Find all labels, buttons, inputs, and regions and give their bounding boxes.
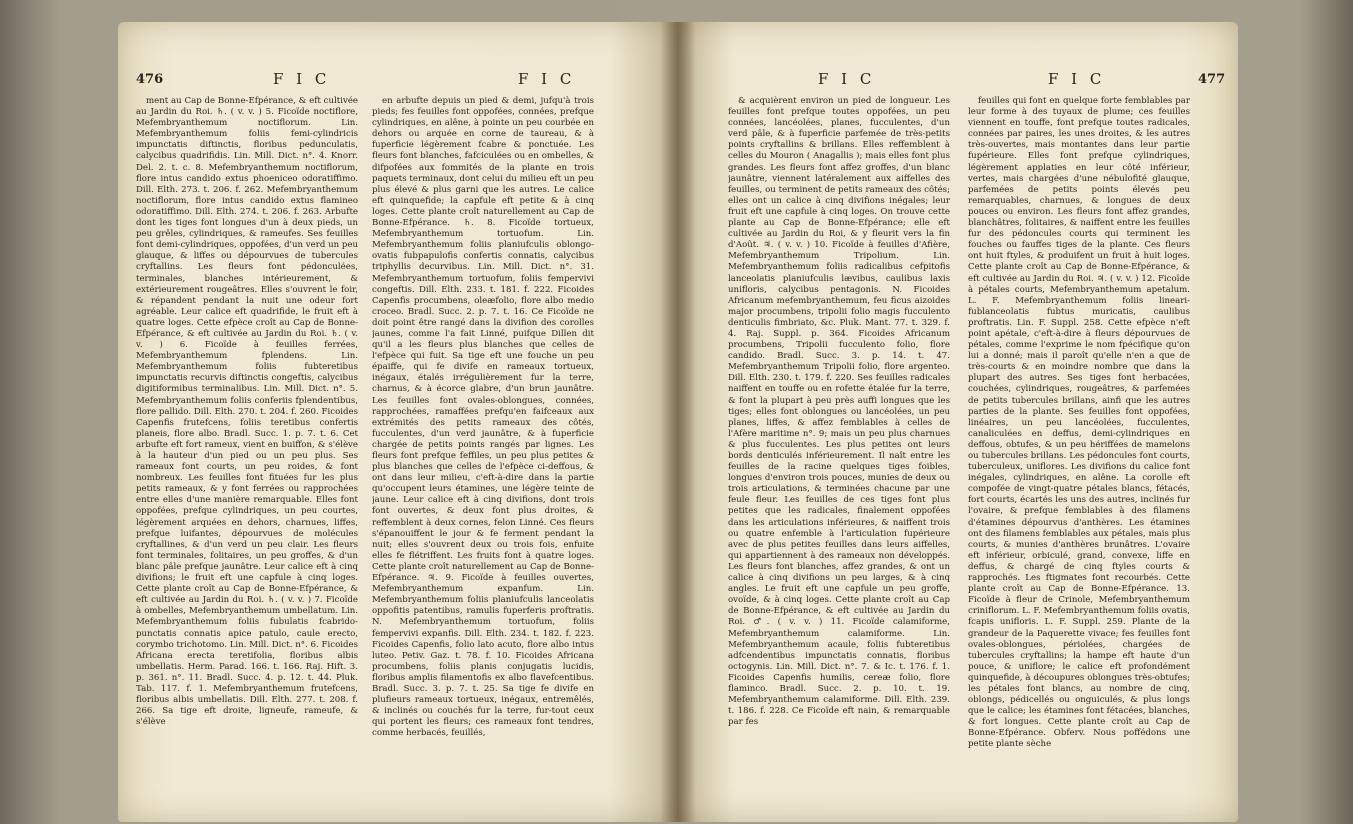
running-head: F I C <box>273 70 331 88</box>
text-column <box>968 96 1190 796</box>
page-number: 476 <box>136 72 164 87</box>
text-column <box>728 96 950 796</box>
text-column <box>136 96 358 796</box>
column-text: feuilles qui font en quelque forte femblables par leur forme à des tuyaux de plume; ces feuilles viennent en touffe, font prefque toutes radicales, connées par paires, les unes droites, & les autres très-ouvertes, mais montantes dans leur partie fupérieure. Elles font prefque cylindriques, légèrement applaties en leur côté inférieur, vertes, mais chargées d'une nébulofité glauque, parfemées de petits points élevés peu remarquables, charnues, & longues de deux pouces ou environ. Les fleurs font affez grandes, blanchâtres, folitaires, & naiffent entre les feuilles fur des pédoncules courts qui terminent les fouches ou fauffes tiges de la plante. Ces fleurs ont huit ftyles, & produifent un fruit à huit loges. Cette plante croît au Cap de Bonne-Efpérance, & eft cultivée au Jardin du Roi. ♃. ( v. v. ) 12. Ficoïde à pétales courts, Mefembryanthemum apetalum. L. F. Mefembryanthemum foliis lineari-fublanceolatis fubtus muricatis, caulibus proftratis. Lin. F. Suppl. 258. Cette efpèce n'eft point apétale, c'eft-à-dire à fleurs dépourvues de pétales, comme l'exprime le nom fpécifique qu'on lui a donné; mais il paroît qu'elle n'en a que de très-courts & en moindre nombre que dans la plupart des autres. Ses tiges font herbacées, couchées, cylindriques, rougeâtres, & parfemées de petits tubercules brillans, ainfi que les autres parties de la plante. Ses feuilles font oppofées, linéaires, un peu lancéolées, fucculentes, canaliculées en deffus, demi-cylindriques en deffous, obtufes, & un peu hériffées de mamelons ou tubercules brillans. Les pédoncules font courts, tuberculeux, uniflores. Les divifions du calice font inégales, cylindriques, en alêne. La corolle eft compofée de vingt-quatre pétales blancs, fétacés, fort courts, écartés les uns des autres, inclinés fur l'ovaire, & prefque femblables à des filamens d'étamines dépourvus d'anthères. Les étamines ont des filamens femblables aux pétales, mais plus courts, & munies d'anthères brunâtres. L'ovaire eft inférieur, orbiculé, grand, convexe, liffe en deffus, & chargé de cinq ftyles courts & rapprochés. Les ftigmates font recourbés. Cette plante croît au Cap de Bonne-Efpérance. 13. Ficoïde à fleur de Crinole, Mefembryanthemum criniflorum. L. F. Mefembryanthemum foliis ovatis, fcapis unifloris. L. F. Suppl. 259. Plante de la grandeur de la Paquerette vivace; fes feuilles font ovales-oblongues, périolées, chargées de tubercules cryftallins; la hampe eft haute d'un pouce, & uniflore; le calice eft profondément quinquefide, à découpures oblongues très-obtufes; les pétales font blancs, au nombre de cinq, oblongs, pédicellés ou onguiculés, & plus longs que le calice; les étamines font fétacées, blanches, & fort longues. Cette plante croît au Cap de Bonne-Efpérance. Obferv. Nous poffédons une petite plante sèche <box>968 96 1190 750</box>
column-text: ment au Cap de Bonne-Efpérance, & eft cultivée au Jardin du Roi. ♄. ( v. v. ) 5. Ficoïde noctiflore, Mefembryanthemum noctiflorum. Lin. Mefembryanthemum foliis femi-cylindricis impunctatis diftinctis, floribus pedunculatis, calycibus quadrifidis. Lin. Mill. Dict. n°. 4. Knorr. Del. 2. t. c. 8. Mefembryanthemum noctiflorum, flore intus candido extus phoeniceo odoratiffimo. Dill. Elth. 273. t. 206. f. 262. Mefembryanthemum noctiflorum, flore intus candido extus flamineo odoratiffimo. Dill. Elth. 274. t. 206. f. 263. Arbufte dont les tiges font longues d'un à deux pieds, un peu grêles, cylindriques, & rameufes. Ses feuilles font demi-cylindriques, oppofées, d'un verd un peu glauque, & liffes ou dépourvues de tubercules cryftallins. Les fleurs font pédonculées, terminales, blanches intérieurement, & extérieurement rougeâtres. Elles s'ouvrent le foir, & répandent pendant la nuit une odeur fort agréable. Leur calice eft quadrifide, le fruit eft à quatre loges. Cette efpèce croît au Cap de Bonne-Efpérance, & eft cultivée au Jardin du Roi. ♄. ( v. v. ) 6. Ficoïde à feuilles ferrées, Mefembryanthemum fplendens. Lin. Mefembryanthemum foliis fubteretibus impunctatis recurvis diftinctis congeftis, calycibus digitiformibus terminalibus. Lin. Mill. Dict. n°. 5. Mefembryanthemum foliis conferiis fplendentibus, flore pallido. Dill. Elth. 270. t. 204. f. 260. Ficoides Capenfis frutefcens, foliis teretibus confertis planeis, flore albo. Bradl. Succ. 1. p. 7. t. 6. Cet arbufte eft fort rameux, vient en buiffon, & s'élève à la hauteur d'un pied ou un peu plus. Ses rameaux font courts, un peu roides, & font nombreux. Les feuilles font fituées fur les plus petits rameaux, & y font ferrées ou rapprochées entre elles d'une manière remarquable. Elles font oppofées, prefque cylindriques, un peu courtes, légèrement arquées en dehors, charnues, liffes, prefque luifantes, dépourvues de molécules cryftallines, & d'un verd un peu clair. Les fleurs font terminales, folitaires, un peu groffes, & d'un blanc pâle prefque jaunâtre. Leur calice eft à cinq divifions; le fruit eft une capfule à cinq loges. Cette plante croît au Cap de Bonne-Efpérance, & eft cultivée au Jardin du Roi. ♄. ( v. v. ) 7. Ficoïde à ombelles, Mefembryanthemum umbellatum. Lin. Mefembryanthemum foliis fubulatis fcabrido-punctatis connatis apice patulo, caule erecto, corymbo trichotomo. Lin. Mill. Dict. n°. 6. Ficoides Africana erecta teretifolia, floribus albis umbellatis. Herm. Parad. 166. t. 166. Raj. Hift. 3. p. 361. n°. 11. Bradl. Succ. 4. p. 12. t. 44. Pluk. Tab. 117. f. 1. Mefembryanthemum frutefcens, floribus albis umbellatis. Dill. Elth. 277. t. 208. f. 266. Sa tige eft droite, ligneufe, rameufe, & s'élève <box>136 96 358 728</box>
page-number: 477 <box>1198 72 1226 87</box>
running-head: F I C <box>818 70 876 88</box>
column-text: & acquièrent environ un pied de longueur. Les feuilles font prefque toutes oppofées, un peu connées, lancéolées, planes, fucculentes, d'un verd pâle, & à fuperficie parfemée de très-petits points cryftallins & brillans. Elles reffemblent à celles du Mouron ( Anagallis ); mais elles font plus grandes. Les fleurs font affez groffes, d'un blanc jaunâtre, viennent latéralement aux aiffelles des feuilles, ou terminent de petits rameaux des côtés; elles ont un calice à cinq divifions inégales; leur fruit eft une capfule à cinq loges. On trouve cette plante au Cap de Bonne-Efpérance; elle eft cultivée au Jardin du Roi, & y fleurit vers la fin d'Août. ♃. ( v. v. ) 10. Ficoïde à feuilles d'Afière, Mefembryanthemum Tripolium. Lin. Mefembryanthemum foliis radicalibus cefpitofis lanceolatis planiufculis lævibus, caulibus laxis unifloris, calycibus pentagonis. N. Ficoides Africanum mefembryanthemum, feu ficus aizoides major procumbens, tripolii folio magis fucculento denticulis fimbriato, &c. Pluk. Mant. 77. t. 329. f. 4. Raj. Suppl. p. 364. Ficoides Africanum procumbens, Tripolii fucculento folio, flore candido. Bradl. Succ. 3. p. 14. t. 47. Mefembryanthemum Tripolii folio, flore argenteo. Dill. Elth. 230. t. 179. f. 220. Ses feuilles radicales naiffent en touffe ou en rofette étalée fur la terre, & font la plupart à peu près auffi longues que les tiges; elles font oblongues ou lancéolées, un peu planes, liffes, & affez femblables à celles de l'Afère maritime n°. 9; mais un peu plus charnues & plus fucculentes. Les plus petites ont leurs bords denticulés inférieurement. Il naît entre les feuilles de la racine quelques tiges foibles, longues d'environ trois pouces, munies de deux ou trois articulations, & terminées chacune par une feule fleur. Les feuilles de ces tiges font plus petites que les radicales, finalement oppofées dans les articulations inférieures, & naiffent trois ou quatre enfemble à l'articulation fupérieure avec de plus petites feuilles dans leurs aiffelles, qui appartiennent à des rameaux non développés. Les fleurs font blanches, affez grandes, & ont un calice à cinq divifions un peu larges, & à cinq angles. Le fruit eft une capfule un peu groffe, ovoïde, & à cinq loges. Cette plante croît au Cap de Bonne-Efpérance, & eft cultivée au Jardin du Roi. ♂. ( v. v. ) 11. Ficoïde calamiforme, Mefembryanthemum calamiforme. Lin. Mefembryanthemum acaule, foliis fubteretibus adfcendentibus impunctatis connatis, floribus octogynis. Lin. Mill. Dict. n°. 7. & Ic. t. 176. f. 1. Ficoides Capenfis humilis, cereæ folio, flore flaminco. Bradl. Succ. 2. p. 10. t. 19. Mefembryanthemum calamiforme. Dill. Elth. 239. t. 186. f. 228. Ce Ficoïde eft nain, & remarquable par fes <box>728 96 950 728</box>
text-column <box>372 96 594 796</box>
column-text: en arbufte depuis un pied & demi, jufqu'à trois pieds; fes feuilles font oppofées, connées, prefque cylindriques, en alêne, à pointe un peu courbée en dehors ou arquée en corne de taureau, & à fuperficie légèrement fcabre & ponctuée. Les fleurs font blanches, fafciculées ou en ombelles, & difpofées aux fommités de la plante en trois paquets terminaux, dont celui du milieu eft un peu plus élevé & plus garni que les autres. Le calice eft quinquefide; la capfule eft petite & à cinq loges. Cette plante croît naturellement au Cap de Bonne-Efpérance. ♄. 8. Ficoïde tortueux, Mefembryanthemum tortuofum. Lin. Mefembryanthemum foliis planiufculis oblongo-ovatis fubpapulofis confertis connatis, calycibus triphyllis decurvibus. Lin. Mill. Dict. n°. 31. Mefembryanthemum tortuofum, foliis fempervivi congeftis. Dill. Elth. 233. t. 181. f. 222. Ficoides Capenfis procumbens, oleæfolio, flore albo medio croceo. Bradl. Succ. 2. p. 7. t. 16. Ce Ficoïde ne doit point être rangé dans la divifion des corolles jaunes, comme l'a fait Linné, puifque Dillen dit qu'il a les fleurs plus blanches que celles de l'efpèce qui fuit. Sa tige eft une fouche un peu épaiffe, qui fe divife en rameaux tortueux, inégaux, étalés irrégulièrement fur la terre, charnus, & à écorce glabre, d'un brun jaunâtre. Les feuilles font ovales-oblongues, connées, rapprochées, ramaffées prefqu'en faifceaux aux extrémités des petits rameaux des côtés, fucculentes, d'un verd jaunâtre, & à fuperficie chargée de petits points rangés par lignes. Les fleurs font prefque feffiles, un peu plus petites & plus blanches que celles de l'efpèce ci-deffous, & ont dans leur milieu, c'eft-à-dire dans la partie qu'occupent leurs étamines, une légère teinte de jaune. Leur calice eft à cinq divifions, dont trois font ouvertes, & deux font plus droites, & reffemblent à deux cornes, felon Linné. Ces fleurs s'épanouiffent le jour & fe ferment pendant la nuit; elles s'ouvrent deux ou trois fois, enfuite elles fe flétriffent. Les fruits font à quatre loges. Cette plante croît naturellement au Cap de Bonne-Efpérance. ♃. 9. Ficoïde à feuilles ouvertes, Mefembryanthemum expanfum. Lin. Mefembryanthemum foliis planiufculis lanceolatis oppofitis patentibus, ramulis fuperferis proftratis. N. Mefembryanthemum tortuofum, foliis fempervivi expanfis. Dill. Elth. 234. t. 182. f. 223. Ficoides Capenfis, folio lato acuto, flore albo intus luteo. Petiv. Gaz. t. 78. f. 10. Ficoides Africana procumbens, foliis planis conjugatis lucidis, floribus amplis filamentofis ex albo flavefcentibus. Bradl. Succ. 3. p. 7. t. 25. Sa tige fe divife en plufieurs rameaux tortueux, inégaux, entremêlés, & inclinés ou couchés fur la terre, fur-tout ceux qui portent les fleurs; ces rameaux font tendres, comme herbacés, feuillés, <box>372 96 594 739</box>
book-gutter <box>660 22 696 822</box>
running-head: F I C <box>1048 70 1106 88</box>
right-page <box>678 22 1238 822</box>
running-head: F I C <box>518 70 576 88</box>
left-page <box>118 22 678 822</box>
